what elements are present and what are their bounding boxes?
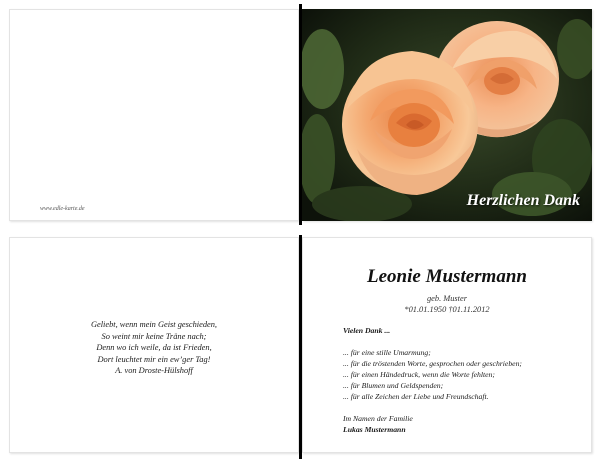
poem-line: Geliebt, wenn mein Geist geschieden, bbox=[90, 320, 218, 329]
signer-name: Lukas Mustermann bbox=[343, 425, 406, 434]
deceased-name: Leonie Mustermann bbox=[367, 266, 527, 287]
website-url: www.edle-karte.de bbox=[40, 206, 85, 212]
poem-line: Denn wo ich weile, da ist Frieden, bbox=[96, 343, 212, 352]
poem-author: A. von Droste-Hülshoff bbox=[115, 366, 193, 375]
card-front-panel bbox=[302, 9, 592, 221]
thanks-line: ... für alle Zeichen der Liebe und Freundschaft. bbox=[343, 392, 489, 401]
fold-line-bottom bbox=[299, 235, 302, 459]
fold-line-top bbox=[299, 4, 302, 225]
thanks-line: ... für die tröstenden Worte, gesprochen oder geschrieben; bbox=[343, 359, 522, 368]
thanks-line: ... für Blumen und Geldspenden; bbox=[343, 381, 444, 390]
thanks-line: ... für eine stille Umarmung; bbox=[343, 348, 431, 357]
family-intro: Im Namen der Familie bbox=[343, 414, 413, 423]
card-inner-left-panel bbox=[9, 237, 299, 453]
birth-name: geb. Muster bbox=[426, 294, 467, 303]
card-inner-right-panel bbox=[302, 237, 592, 453]
thanks-greeting: Vielen Dank ... bbox=[343, 326, 391, 335]
poem bbox=[10, 319, 298, 377]
roses-photo bbox=[302, 9, 592, 221]
front-title: Herzlichen Dank bbox=[466, 192, 580, 209]
card-back-panel bbox=[9, 9, 299, 221]
life-dates: *01.01.1950 †01.11.2012 bbox=[404, 305, 490, 314]
thanks-line: ... für einen Händedruck, wenn die Worte fehlten; bbox=[343, 370, 495, 379]
poem-line: So weint mir keine Träne nach; bbox=[101, 331, 207, 341]
thanks-text bbox=[343, 325, 522, 435]
poem-line: Dort leuchtet mir ein ew’ger Tag! bbox=[97, 354, 211, 364]
